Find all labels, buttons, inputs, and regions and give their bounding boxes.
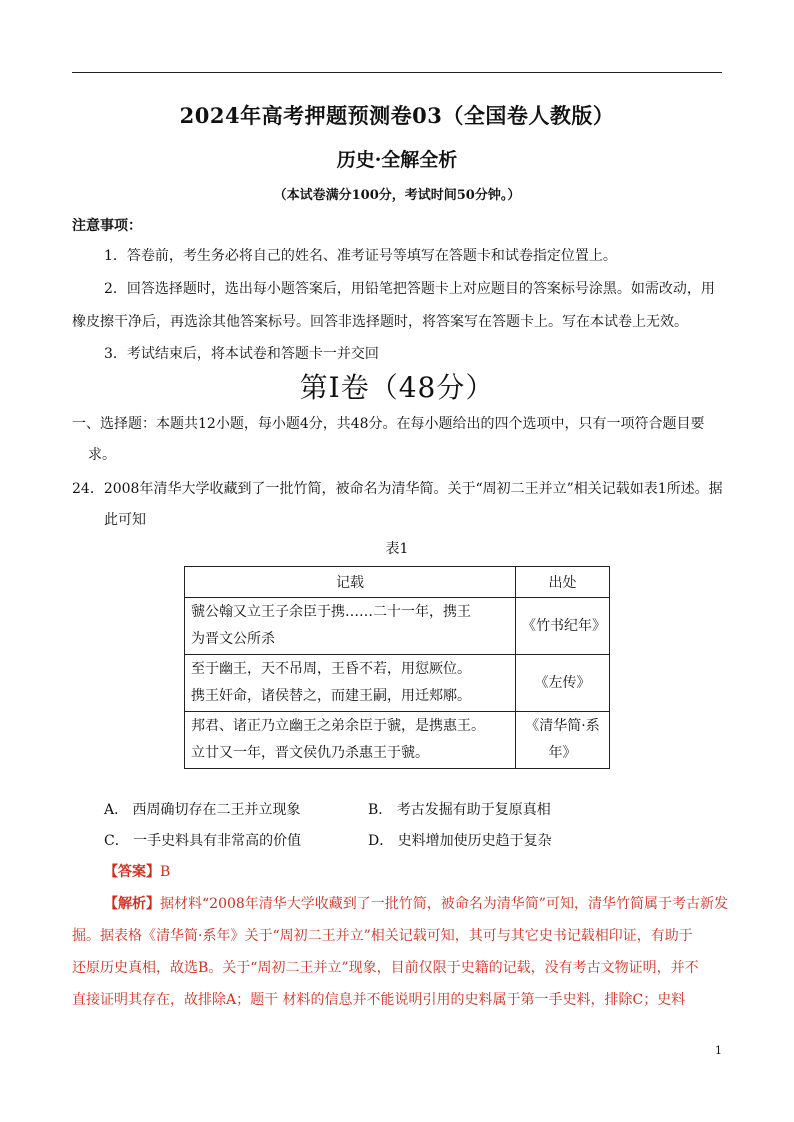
notice-item-2-cont: 橡皮擦干净后，再选涂其他答案标号。回答非选择题时，将答案写在答题卡上。写在本试卷上无效。 [72,314,688,330]
record-cell [185,655,516,712]
page-subtitle: 历史·全解全析 [336,149,458,171]
section-title: 第Ⅰ卷（48分） [299,371,495,404]
record-text: 为晋文公所杀 [191,631,275,647]
option-d: D． 史料增加使历史趋于复杂 [368,833,552,849]
section-instructions: 一、选择题：本题共12小题，每小题4分，共48分。在每小题给出的四个选项中，只有一项符合题目要 [72,416,705,432]
source-cell: 《左传》 [516,655,610,712]
notice-item-2: 2．回答选择题时，选出每小题答案后，用铅笔把答题卡上对应题目的答案标号涂黑。如需改动，用 [104,281,715,297]
header-rule [72,72,722,73]
option-c: C． 一手史料具有非常高的价值 [104,833,302,849]
record-text: 携王奸命，诸侯替之，而建王嗣，用迁郏鄏。 [191,688,471,704]
record-cell [185,598,516,655]
record-text: 立廿又一年，晋文侯仇乃杀惠王于虢。 [191,745,429,761]
header-source: 出处 [516,567,610,598]
notice-item-3: 3．考试结束后，将本试卷和答题卡一并交回 [104,346,379,362]
table-caption: 表1 [385,541,409,557]
analysis-text: 据材料“2008年清华大学收藏到了一批竹简，被命名为清华简”可知，清华竹简属于考古新发 [160,896,728,912]
source-cell [516,712,610,769]
notice-item-1: 1．答卷前，考生务必将自己的姓名、准考证号等填写在答题卡和试卷指定位置上。 [104,248,617,264]
question-stem-cont: 此可知 [104,512,146,528]
answer-value: B [160,864,171,880]
page-number: 1 [715,1044,722,1057]
table-header-row [185,567,610,598]
notice-heading: 注意事项： [72,218,142,234]
question-stem: 24．2008年清华大学收藏到了一批竹简，被命名为清华简。关于“周初二王并立”相关记载如表1所述。据 [72,481,723,497]
answer-line [104,861,170,881]
section-instructions-cont: 求。 [88,447,116,463]
table-row [185,712,610,769]
page-title: 2024年高考押题预测卷03（全国卷人教版） [179,103,615,128]
header-record: 记载 [185,567,516,598]
analysis-line-3: 还原历史真相，故选B。关于“周初二王并立”现象，目前仅限于史籍的记载，没有考古文物证明，并不 [72,960,699,976]
source-text: 年》 [548,745,577,761]
source-cell: 《竹书纪年》 [516,598,610,655]
source-text: 《清华简·系 [525,718,600,734]
record-text: 至于幽王，天不吊周，王昏不若，用愆厥位。 [191,661,471,677]
analysis-line-4: 直接证明其存在，故排除A；题干 材料的信息并不能说明引用的史料属于第一手史料，排除C；史料 [72,992,686,1008]
analysis-line-2: 掘。据表格《清华简·系年》关于“周初二王并立”相关记载可知，其可与其它史书记载相印证，有助于 [72,928,693,944]
analysis-label: 【解析】 [104,896,160,912]
analysis-line-1 [104,893,728,913]
record-cell [185,712,516,769]
record-text: 邦君、诸正乃立幽王之弟余臣于虢，是携惠王。 [191,718,485,734]
exam-info: （本试卷满分100分，考试时间50分钟。） [273,188,521,203]
option-a: A． 西周确切存在二王并立现象 [104,802,301,818]
option-b: B． 考古发掘有助于复原真相 [368,802,551,818]
answer-label: 【答案】 [104,864,160,880]
record-text: 虢公翰又立王子余臣于携……二十一年，携王 [191,604,471,620]
records-table [184,566,610,769]
table-row [185,598,610,655]
table-row [185,655,610,712]
